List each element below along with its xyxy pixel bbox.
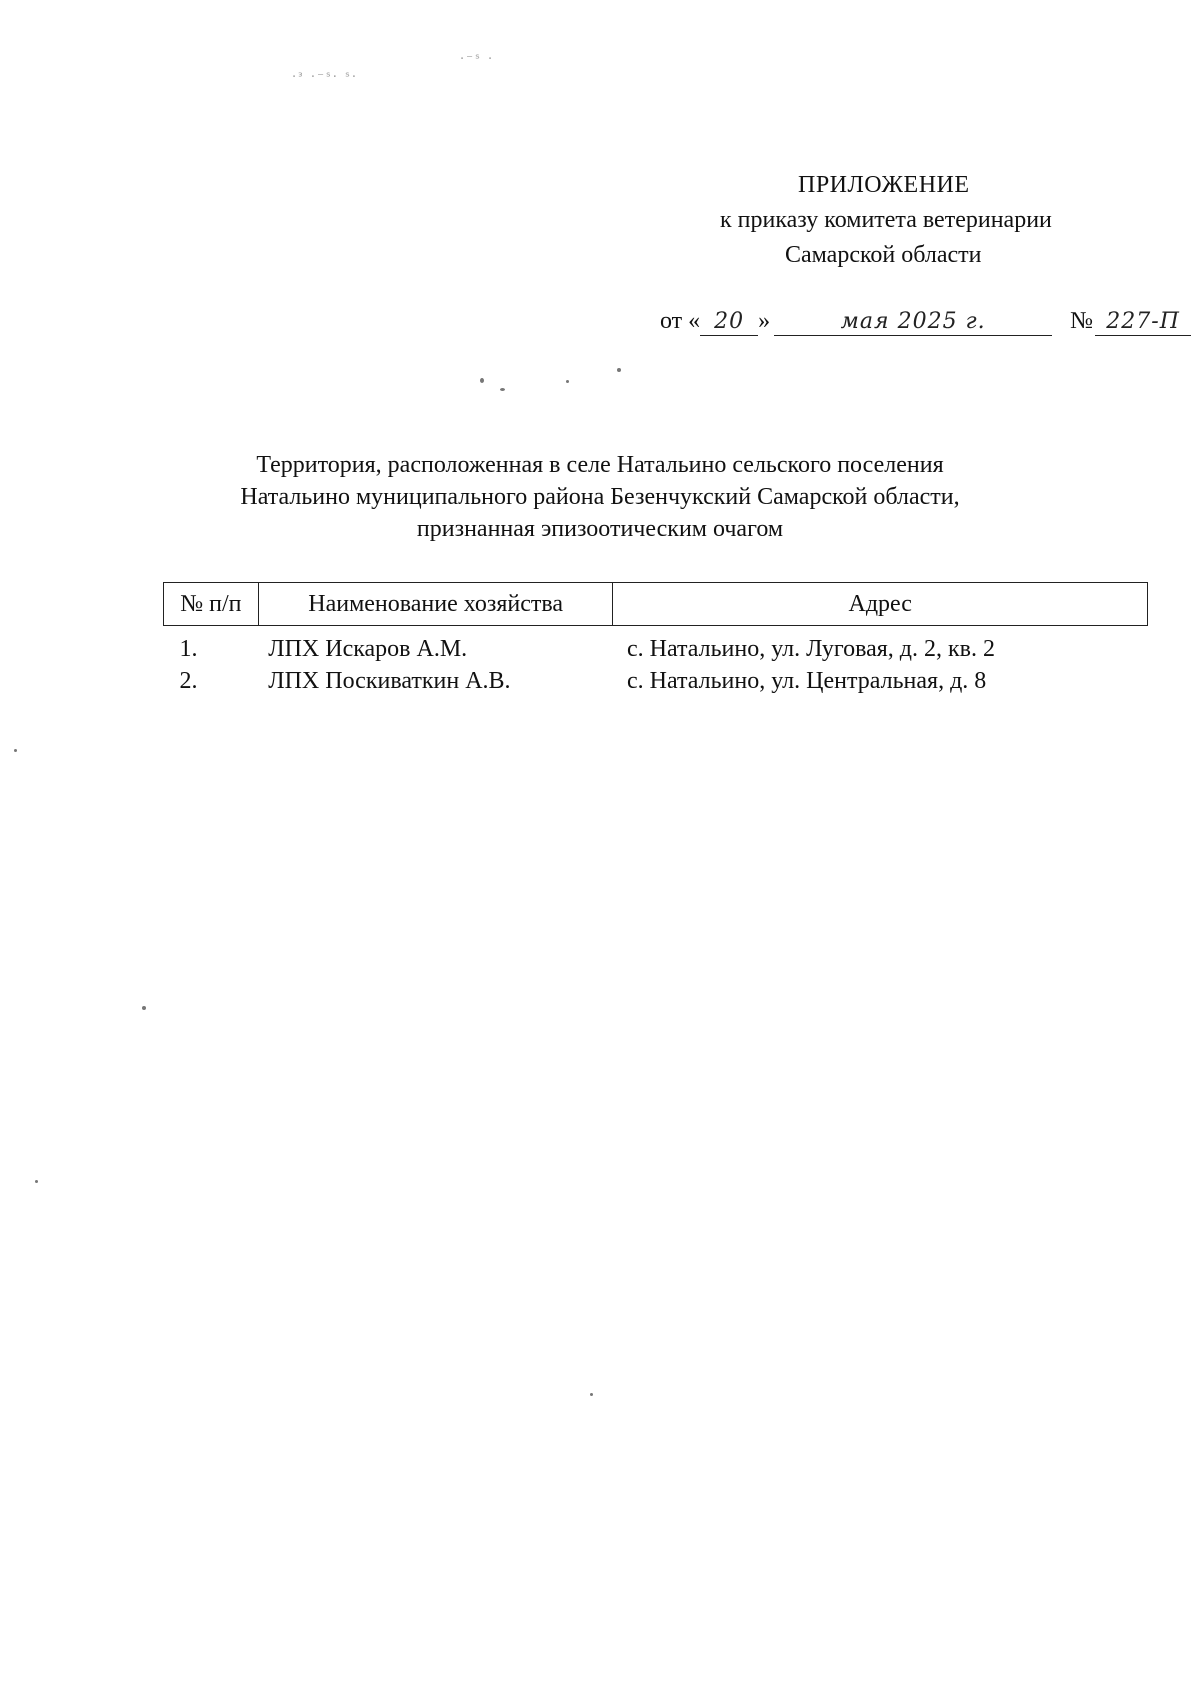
document-title-line3: признанная эпизоотическим очагом — [416, 516, 784, 542]
appendix-subtitle-line1: к приказу комитета ветеринарии — [720, 207, 1052, 233]
appendix-subtitle-line2: Самарской области — [785, 242, 982, 268]
date-mid: » — [758, 308, 771, 334]
header-number: № п/п — [164, 583, 259, 626]
date-prefix: от « — [660, 308, 701, 334]
scan-artifact-top-left: ·ᵌ ·⁻ˢ· ˢ· — [292, 70, 359, 85]
date-day: 20 — [700, 309, 758, 336]
document-title — [180, 449, 1020, 545]
date-month-year: мая 2025 г. — [774, 309, 1052, 336]
farms-table — [163, 582, 1148, 700]
header-farm-name: Наименование хозяйства — [258, 583, 613, 626]
order-date-line — [660, 306, 1191, 336]
table-row — [164, 636, 1148, 668]
row-address: с. Натальино, ул. Луговая, д. 2, кв. 2 — [626, 636, 995, 662]
speck — [617, 368, 621, 372]
document-title-line1: Территория, расположенная в селе Натальино сельского поселения — [256, 452, 944, 478]
row-address: с. Натальино, ул. Центральная, д. 8 — [626, 668, 987, 694]
speck — [590, 1393, 593, 1396]
order-number-label: № — [1070, 308, 1094, 334]
row-number: 2. — [179, 668, 198, 694]
speck — [480, 378, 484, 383]
row-farm-name: ЛПХ Поскиваткин А.В. — [268, 668, 511, 694]
table-header-row — [164, 583, 1148, 626]
row-number: 1. — [179, 636, 198, 662]
speck — [142, 1006, 146, 1010]
speck — [14, 749, 17, 752]
row-farm-name: ЛПХ Искаров А.М. — [268, 636, 468, 662]
table-row — [164, 668, 1148, 700]
header-address: Адрес — [613, 583, 1148, 626]
appendix-title: ПРИЛОЖЕНИЕ — [798, 172, 970, 198]
document-title-line2: Натальино муниципального района Безенчукский Самарской области, — [240, 484, 960, 510]
speck — [35, 1180, 38, 1183]
order-number: 227-П — [1095, 309, 1191, 336]
scan-artifact-top-center: ·⁻ˢ · — [460, 52, 495, 67]
speck — [566, 380, 569, 383]
speck — [500, 388, 505, 391]
